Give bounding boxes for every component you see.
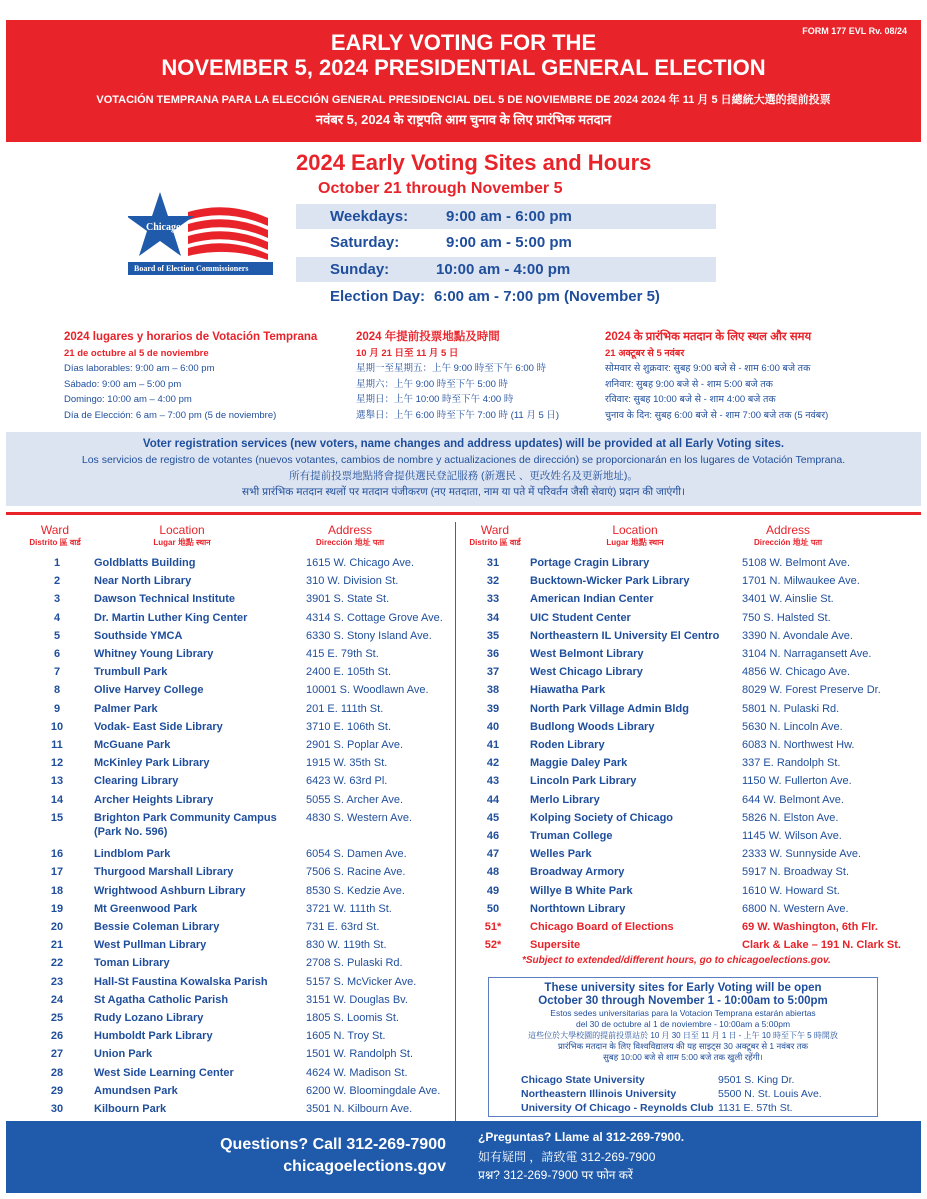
site-address: 4856 W. Chicago Ave. bbox=[742, 666, 851, 679]
site-address: 3501 N. Kilbourn Ave. bbox=[306, 1103, 413, 1115]
site-name: Chicago Board of Elections bbox=[530, 921, 674, 933]
site-ward: 35 bbox=[486, 629, 500, 642]
footnote: *Subject to extended/different hours, go to chicagoelections.gov. bbox=[522, 955, 831, 966]
hours-es-line: Sábado: 9:00 am – 5:00 pm bbox=[64, 378, 182, 390]
site-name: Mt Greenwood Park bbox=[94, 902, 198, 915]
site-ward: 17 bbox=[50, 866, 64, 879]
site-name: Whitney Young Library bbox=[94, 648, 214, 660]
site-name: Lindblom Park bbox=[94, 848, 171, 861]
site-address: 201 E. 111th St. bbox=[306, 702, 384, 715]
site-ward: 7 bbox=[53, 666, 61, 679]
site-name: West Chicago Library bbox=[530, 666, 643, 679]
hours-hi-dates: 21 अक्टूबर से 5 नवंबर bbox=[605, 347, 685, 359]
site-name: Welles Park bbox=[530, 848, 592, 861]
site-ward: 49 bbox=[486, 884, 500, 897]
site-name: Rudy Lozano Library bbox=[94, 1012, 204, 1024]
site-ward: 47 bbox=[486, 848, 500, 861]
university-site bbox=[521, 1088, 877, 1101]
site-ward: 8 bbox=[53, 684, 61, 697]
site-name: West Belmont Library bbox=[530, 648, 644, 660]
page-title-line2: NOVEMBER 5, 2024 PRESIDENTIAL GENERAL ELECTION bbox=[161, 55, 766, 80]
university-site bbox=[521, 1102, 877, 1115]
site-ward: 39 bbox=[486, 702, 500, 715]
site-address: 69 W. Washington, 6th Flr. bbox=[742, 921, 878, 933]
site-ward: 37 bbox=[486, 666, 500, 679]
hours-hi-line: शनिवार: सुबह 9:00 बजे से - शाम 5:00 बजे तक bbox=[605, 378, 773, 390]
ward-header-sub: Distrito 區 वार्ड bbox=[469, 538, 521, 547]
site-ward: 12 bbox=[50, 757, 64, 770]
hours-label: Sunday: bbox=[330, 261, 390, 278]
site-ward: 19 bbox=[50, 902, 64, 915]
site-ward: 13 bbox=[50, 775, 64, 788]
university-es-1: Estos sedes universitarias para la Votacion Temprana estarán abiertas bbox=[550, 1008, 816, 1018]
site-name: West Pullman Library bbox=[94, 939, 207, 952]
hours-chinese bbox=[356, 330, 559, 423]
site-address: 2901 S. Poplar Ave. bbox=[306, 739, 404, 751]
chicago-board-logo bbox=[128, 190, 273, 280]
university-name: Northeastern Illinois University bbox=[521, 1088, 677, 1100]
site-ward: 48 bbox=[486, 866, 500, 879]
site-ward: 4 bbox=[53, 611, 61, 624]
site-name: Palmer Park bbox=[94, 702, 158, 715]
site-ward: 2 bbox=[53, 575, 61, 588]
ward-header-label: Ward bbox=[480, 523, 510, 537]
address-header-left bbox=[290, 523, 410, 548]
site-name: Broadway Armory bbox=[530, 866, 625, 879]
site-address: 3710 E. 106th St. bbox=[306, 720, 392, 733]
site-address: 5108 W. Belmont Ave. bbox=[742, 557, 851, 569]
site-name: Union Park bbox=[94, 1048, 153, 1061]
site-ward: 44 bbox=[486, 793, 500, 806]
site-name: McKinley Park Library bbox=[94, 757, 210, 770]
site-ward: 24 bbox=[50, 993, 64, 1006]
logo-city-text: Chicago bbox=[146, 222, 181, 233]
registration-hi: सभी प्रारंभिक मतदान स्थलों पर मतदान पंजीकरण (नए मतदाता, नाम या पते में परिवर्तन जैसी सेवाएं) प्रदान की जाएंगी। bbox=[242, 486, 685, 498]
site-address: 3401 W. Ainslie St. bbox=[742, 593, 834, 606]
address-header-label: Address bbox=[765, 523, 811, 537]
site-address: 4314 S. Cottage Grove Ave. bbox=[306, 611, 443, 624]
site-address: 644 W. Belmont Ave. bbox=[742, 793, 844, 806]
address-header-sub: Dirección 地址 पता bbox=[315, 538, 385, 547]
site-ward: 41 bbox=[486, 739, 500, 751]
registration-es: Los servicios de registro de votantes (nuevos votantes, cambios de nombre y actualizaciones de dirección) se proporcionarán en los lugares de Votación Temprana. bbox=[81, 454, 846, 466]
site-address: 2400 E. 105th St. bbox=[306, 666, 392, 679]
site-address: 310 W. Division St. bbox=[306, 575, 399, 588]
site-name: Goldblatts Building bbox=[94, 557, 196, 569]
university-title-2: October 30 through November 1 - 10:00am to 5:00pm bbox=[538, 995, 828, 1007]
site-ward: 21 bbox=[50, 939, 64, 952]
hours-zh-line: 星期一至星期五：上午 9:00 時至下午 6:00 時 bbox=[356, 363, 547, 374]
hours-zh-line: 星期六：上午 9:00 時至下午 5:00 時 bbox=[356, 378, 509, 390]
hours-spanish bbox=[64, 330, 317, 423]
site-ward: 51* bbox=[484, 921, 502, 933]
site-name: Wrightwood Ashburn Library bbox=[94, 884, 246, 897]
registration-en: Voter registration services (new voters, name changes and address updates) will be provided at all Early Voting sites. bbox=[142, 438, 785, 450]
university-address: 1131 E. 57th St. bbox=[718, 1102, 793, 1114]
page-title-line1: EARLY VOTING FOR THE bbox=[330, 30, 597, 55]
ward-header-left bbox=[22, 523, 88, 548]
site-address: 2708 S. Pulaski Rd. bbox=[306, 957, 403, 970]
site-address: 1915 W. 35th St. bbox=[306, 757, 388, 770]
location-header-sub: Lugar 地點 स्थान bbox=[153, 538, 211, 547]
site-name: Clearing Library bbox=[94, 775, 179, 788]
location-header-label: Location bbox=[612, 523, 658, 537]
site-name: North Park Village Admin Bldg bbox=[530, 702, 689, 715]
university-site bbox=[521, 1074, 877, 1087]
site-ward: 26 bbox=[50, 1030, 64, 1043]
site-address: 6200 W. Bloomingdale Ave. bbox=[306, 1084, 441, 1097]
site-address: 3901 S. State St. bbox=[306, 593, 390, 606]
site-address: 5801 N. Pulaski Rd. bbox=[742, 702, 840, 715]
site-ward: 16 bbox=[50, 848, 64, 861]
site-ward: 25 bbox=[50, 1012, 64, 1024]
university-name: Chicago State University bbox=[521, 1074, 645, 1086]
university-hi-2: सुबह 10:00 बजे से शाम 5:00 बजे तक खुली रहेंगी। bbox=[603, 1052, 763, 1062]
site-address: 5055 S. Archer Ave. bbox=[306, 793, 404, 806]
site-name: Amundsen Park bbox=[94, 1084, 178, 1097]
site-address: 731 E. 63rd St. bbox=[306, 921, 380, 933]
site-name: Olive Harvey College bbox=[94, 684, 204, 697]
site-name: Maggie Daley Park bbox=[530, 757, 628, 770]
section-divider bbox=[6, 512, 921, 515]
site-name: Northeastern IL University El Centro bbox=[530, 629, 720, 642]
hours-zh-dates: 10 月 21 日至 11 月 5 日 bbox=[356, 347, 459, 359]
site-address: 6800 N. Western Ave. bbox=[742, 902, 849, 915]
footer-zh: 如有疑問 ，請致電 312-269-7900 bbox=[478, 1150, 656, 1164]
site-name: Humboldt Park Library bbox=[94, 1030, 213, 1043]
footer-banner bbox=[6, 1121, 921, 1193]
site-ward: 50 bbox=[486, 902, 500, 915]
site-address: 1145 W. Wilson Ave. bbox=[742, 830, 842, 842]
site-name: Hall-St Faustina Kowalska Parish bbox=[94, 975, 268, 988]
site-address: 3390 N. Avondale Ave. bbox=[742, 629, 853, 642]
hours-row-election-day bbox=[296, 284, 716, 309]
site-address: 337 E. Randolph St. bbox=[742, 757, 841, 770]
address-header-right bbox=[728, 523, 848, 548]
location-header-label: Location bbox=[159, 523, 205, 537]
site-address: 6083 N. Northwest Hw. bbox=[742, 739, 855, 751]
hours-es-line: Domingo: 10:00 am – 4:00 pm bbox=[64, 394, 192, 405]
sites-dates: October 21 through November 5 bbox=[318, 180, 563, 197]
registration-zh: 所有提前投票地點將會提供選民登記服務 (新選民 、更改姓名及更新地址)。 bbox=[289, 470, 638, 482]
hours-zh-title: 2024 年提前投票地點及時間 bbox=[356, 331, 500, 343]
site-name: Northtown Library bbox=[530, 902, 626, 915]
site-name: Willye B White Park bbox=[530, 884, 633, 897]
site-ward: 27 bbox=[50, 1048, 64, 1061]
site-name: Bessie Coleman Library bbox=[94, 921, 220, 933]
site-address: 1615 W. Chicago Ave. bbox=[306, 557, 415, 569]
form-code: FORM 177 EVL Rv. 08/24 bbox=[802, 26, 907, 36]
site-name: Portage Cragin Library bbox=[530, 557, 650, 569]
site-ward: 18 bbox=[50, 884, 64, 897]
site-name: Roden Library bbox=[530, 739, 605, 751]
site-name: Near North Library bbox=[94, 575, 192, 588]
site-address: 6054 S. Damen Ave. bbox=[306, 848, 407, 861]
sites-title: 2024 Early Voting Sites and Hours bbox=[296, 150, 652, 175]
ward-header-sub: Distrito 區 वार्ड bbox=[29, 538, 81, 547]
site-address: 5826 N. Elston Ave. bbox=[742, 811, 839, 824]
site-ward: 14 bbox=[50, 793, 64, 806]
site-ward: 23 bbox=[50, 975, 64, 988]
hours-es-line: Días laborables: 9:00 am – 6:00 pm bbox=[64, 363, 215, 374]
site-address: 7506 S. Racine Ave. bbox=[306, 866, 406, 879]
site-address: 2333 W. Sunnyside Ave. bbox=[742, 848, 862, 861]
site-ward: 5 bbox=[53, 629, 61, 642]
site-name: Thurgood Marshall Library bbox=[94, 866, 234, 879]
site-address: 415 E. 79th St. bbox=[306, 648, 379, 660]
site-ward: 29 bbox=[50, 1084, 64, 1097]
site-address: 4624 W. Madison St. bbox=[306, 1066, 408, 1079]
hours-row-sunday bbox=[296, 257, 716, 282]
university-name: University Of Chicago - Reynolds Club bbox=[521, 1102, 714, 1114]
footer-hi: प्रश्न? 312-269-7900 पर फोन करें bbox=[478, 1168, 633, 1182]
site-name: West Side Learning Center bbox=[94, 1066, 234, 1079]
university-title-1: These university sites for Early Voting will be open bbox=[544, 982, 822, 994]
site-name: Archer Heights Library bbox=[94, 793, 214, 806]
site-ward: 33 bbox=[486, 593, 500, 606]
hours-zh-line: 選舉日：上午 6:00 時至下午 7:00 時 (11 月 5 日) bbox=[356, 409, 560, 421]
hours-hi-line: रविवार: सुबह 10:00 बजे से - शाम 4:00 बजे तक bbox=[605, 394, 776, 405]
site-name: McGuane Park bbox=[94, 739, 171, 751]
hours-value: 6:00 am - 7:00 pm (November 5) bbox=[434, 288, 660, 305]
hours-value: 9:00 am - 6:00 pm bbox=[446, 208, 572, 225]
hours-zh-line: 星期日：上午 10:00 時至下午 4:00 時 bbox=[356, 394, 514, 405]
address-header-sub: Dirección 地址 पता bbox=[753, 538, 823, 547]
site-name: Vodak- East Side Library bbox=[94, 720, 223, 733]
site-address: 3104 N. Narragansett Ave. bbox=[742, 648, 872, 660]
site-address: 830 W. 119th St. bbox=[306, 939, 387, 952]
university-hi-1: प्रारंभिक मतदान के लिए विश्वविद्यालय की यह साइट्स 30 अक्टूबर से 1 नवंबर तक bbox=[557, 1041, 809, 1051]
site-name: Lincoln Park Library bbox=[530, 775, 637, 788]
hours-label: Saturday: bbox=[330, 234, 400, 251]
ward-header-right bbox=[462, 523, 528, 548]
site-name: American Indian Center bbox=[530, 593, 654, 606]
footer-questions: Questions? Call 312-269-7900 bbox=[220, 1136, 446, 1153]
site-name: Merlo Library bbox=[530, 793, 600, 806]
site-ward: 45 bbox=[486, 811, 500, 824]
site-address: 10001 S. Woodlawn Ave. bbox=[306, 684, 429, 697]
university-es-2: del 30 de octubre al 1 de noviembre - 10:00am a 5:00pm bbox=[575, 1019, 791, 1029]
site-name: Budlong Woods Library bbox=[530, 720, 655, 733]
site-name: Kolping Society of Chicago bbox=[530, 811, 674, 824]
site-name: St Agatha Catholic Parish bbox=[94, 993, 229, 1006]
site-address: 8530 S. Kedzie Ave. bbox=[306, 884, 405, 897]
address-header-label: Address bbox=[327, 523, 373, 537]
site-address: 1805 S. Loomis St. bbox=[306, 1012, 399, 1024]
site-ward: 34 bbox=[486, 611, 500, 624]
site-address: 5157 S. McVicker Ave. bbox=[306, 975, 417, 988]
site-name: Bucktown-Wicker Park Library bbox=[530, 575, 690, 588]
subtitle-hi: नवंबर 5, 2024 के राष्ट्रपति आम चुनाव के लिए प्रारंभिक मतदान bbox=[315, 112, 612, 127]
hours-row-weekdays bbox=[296, 204, 716, 229]
site-ward: 11 bbox=[51, 739, 63, 751]
site-address: 4830 S. Western Ave. bbox=[306, 811, 412, 824]
site-ward: 22 bbox=[50, 957, 64, 970]
site-ward: 10 bbox=[50, 720, 64, 733]
university-zh: 這些位於大學校園的提前投票站於 10 月 30 日至 11 月 1 日 - 上午 10 時至下午 5 時開放 bbox=[528, 1031, 838, 1040]
university-address: 9501 S. King Dr. bbox=[718, 1074, 795, 1086]
site-name: Southside YMCA bbox=[94, 629, 183, 642]
site-ward: 9 bbox=[53, 702, 61, 715]
hours-es-line: Día de Elección: 6 am – 7:00 pm (5 de noviembre) bbox=[64, 409, 277, 421]
site-ward: 46 bbox=[486, 830, 500, 842]
site-address: 3151 W. Douglas Bv. bbox=[306, 993, 408, 1006]
hours-hi-line: चुनाव के दिन: सुबह 6:00 बजे से - शाम 7:00 बजे तक (5 नवंबर) bbox=[605, 409, 829, 421]
site-ward: 3 bbox=[53, 593, 61, 606]
footer-es: ¿Preguntas? Llame al 312-269-7900. bbox=[478, 1130, 685, 1144]
site-name: Dawson Technical Institute bbox=[94, 593, 235, 606]
university-sites-box bbox=[488, 977, 878, 1117]
registration-notice bbox=[6, 432, 921, 506]
site-ward: 52* bbox=[484, 939, 502, 952]
location-header-sub: Lugar 地點 स्थान bbox=[606, 538, 664, 547]
site-address: 1150 W. Fullerton Ave. bbox=[742, 775, 852, 788]
site-ward: 15 bbox=[50, 811, 64, 824]
logo-org-text: Board of Election Commissioners bbox=[134, 264, 249, 273]
site-ward: 30 bbox=[50, 1103, 64, 1115]
site-ward: 40 bbox=[486, 720, 500, 733]
hours-hindi bbox=[605, 330, 828, 423]
location-header-right bbox=[565, 523, 705, 548]
site-name: Toman Library bbox=[94, 957, 170, 970]
hours-label: Weekdays: bbox=[330, 208, 409, 225]
site-name: UIC Student Center bbox=[530, 611, 631, 624]
hours-hi-line: सोमवार से शुक्रवार: सुबह 9:00 बजे से - शाम 6:00 बजे तक bbox=[605, 363, 811, 374]
site-address: 1605 N. Troy St. bbox=[306, 1030, 386, 1043]
site-address: 1610 W. Howard St. bbox=[742, 884, 840, 897]
site-address: 5917 N. Broadway St. bbox=[742, 866, 850, 879]
site-address: 6330 S. Stony Island Ave. bbox=[306, 629, 432, 642]
site-name: Truman College bbox=[530, 830, 613, 842]
site-name: Kilbourn Park bbox=[94, 1103, 167, 1115]
footer-website-link[interactable]: chicagoelections.gov bbox=[283, 1158, 446, 1175]
hours-es-title: 2024 lugares y horarios de Votación Temprana bbox=[64, 331, 318, 343]
site-name: Trumbull Park bbox=[94, 666, 168, 679]
site-ward: 42 bbox=[486, 757, 500, 770]
site-address: Clark & Lake – 191 N. Clark St. bbox=[742, 939, 901, 952]
site-ward: 36 bbox=[486, 648, 500, 660]
site-ward: 43 bbox=[486, 775, 500, 788]
site-ward: 31 bbox=[486, 557, 500, 569]
site-address: 8029 W. Forest Preserve Dr. bbox=[742, 684, 881, 697]
site-ward: 32 bbox=[486, 575, 500, 588]
site-ward: 1 bbox=[53, 557, 61, 569]
site-address: 3721 W. 111th St. bbox=[306, 902, 392, 915]
site-address: 1501 W. Randolph St. bbox=[306, 1048, 414, 1061]
site-ward: 6 bbox=[53, 648, 61, 660]
site-name-cont: (Park No. 596) bbox=[94, 825, 168, 838]
site-name: Supersite bbox=[530, 939, 581, 952]
header-banner bbox=[6, 20, 921, 142]
hours-es-dates: 21 de octubre al 5 de noviembre bbox=[64, 347, 209, 359]
site-name: Hiawatha Park bbox=[530, 684, 606, 697]
university-address: 5500 N. St. Louis Ave. bbox=[718, 1088, 822, 1100]
hours-hi-title: 2024 के प्रारंभिक मतदान के लिए स्थल और समय bbox=[605, 331, 812, 343]
site-name: Dr. Martin Luther King Center bbox=[94, 611, 248, 624]
hours-value: 9:00 am - 5:00 pm bbox=[446, 234, 572, 251]
hours-label: Election Day: bbox=[330, 288, 426, 305]
hours-value: 10:00 am - 4:00 pm bbox=[436, 261, 571, 278]
site-name: Brighton Park Community Campus bbox=[94, 811, 277, 824]
subtitle-es-zh: VOTACIÓN TEMPRANA PARA LA ELECCIÓN GENERAL PRESIDENCIAL DEL 5 DE NOVIEMBRE DE 2024 2024 年 11 月 5 日總統大選的提前投票 bbox=[96, 94, 831, 106]
site-address: 750 S. Halsted St. bbox=[742, 611, 831, 624]
site-address: 5630 N. Lincoln Ave. bbox=[742, 720, 843, 733]
site-address: 6423 W. 63rd Pl. bbox=[306, 775, 388, 788]
site-ward: 28 bbox=[50, 1066, 64, 1079]
location-header-left bbox=[112, 523, 252, 548]
site-ward: 20 bbox=[50, 921, 64, 933]
site-address: 1701 N. Milwaukee Ave. bbox=[742, 575, 860, 588]
hours-row-saturday bbox=[296, 230, 716, 255]
site-ward: 38 bbox=[486, 684, 500, 697]
ward-header-label: Ward bbox=[40, 523, 70, 537]
